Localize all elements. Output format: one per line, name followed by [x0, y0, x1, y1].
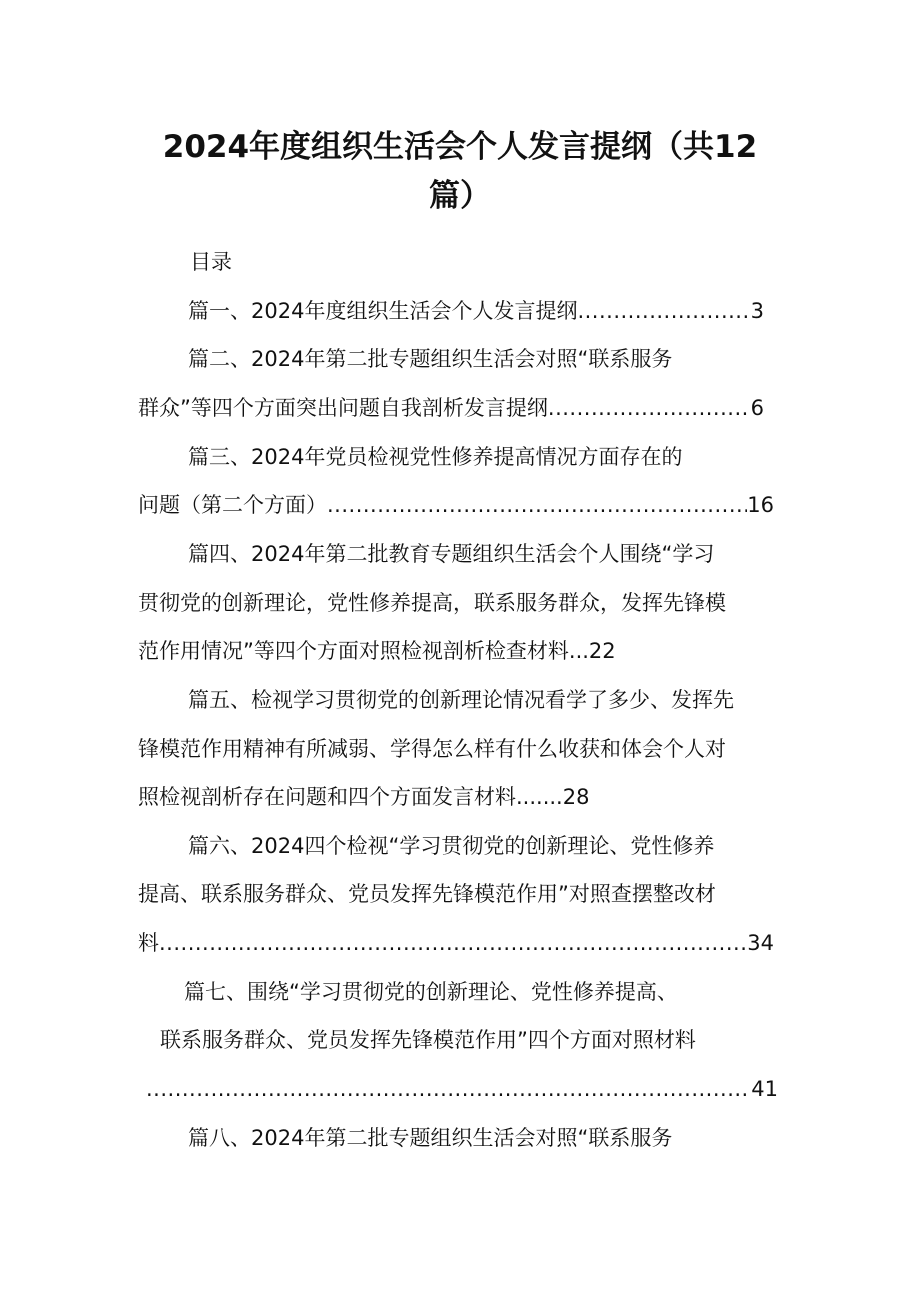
toc-entry-5-line-1[interactable]: 篇五、检视学习贯彻党的创新理论情况看学了多少、发挥先: [188, 688, 734, 712]
toc-heading: 目录: [190, 250, 232, 274]
toc-entry-7-line-3[interactable]: [146, 1074, 778, 1104]
toc-entry-5-line-3[interactable]: [138, 782, 589, 812]
toc-dot-leader: [146, 1074, 751, 1104]
toc-dot-leader: [577, 296, 750, 326]
toc-entry-1-page: 3: [750, 299, 764, 323]
toc-dot-leader: [548, 393, 751, 423]
toc-dot-leader: ...: [568, 639, 589, 663]
toc-entry-5-line-2[interactable]: 锋模范作用精神有所减弱、学得怎么样有什么收获和体会个人对: [138, 737, 726, 761]
toc-entry-6-title-cont: 料: [138, 931, 159, 955]
toc-entry-4-page: 22: [588, 639, 616, 663]
toc-entry-5-title-cont: 照检视剖析存在问题和四个方面发言材料: [138, 785, 516, 809]
document-title-line-1: 2024年度组织生活会个人发言提纲（共12: [162, 129, 758, 165]
document-title-line-2: 篇）: [429, 178, 491, 214]
toc-entry-1[interactable]: [188, 296, 764, 326]
toc-entry-6-line-1[interactable]: 篇六、2024四个检视“学习贯彻党的创新理论、党性修养: [188, 834, 715, 858]
toc-entry-8-line-1[interactable]: 篇八、2024年第二批专题组织生活会对照“联系服务: [188, 1126, 673, 1150]
toc-entry-4-line-2[interactable]: 贯彻党的创新理论，党性修养提高，联系服务群众，发挥先锋模: [138, 591, 726, 615]
toc-entry-7-line-2[interactable]: 联系服务群众、党员发挥先锋模范作用”四个方面对照材料: [160, 1028, 696, 1052]
toc-entry-3-line-1[interactable]: 篇三、2024年党员检视党性修养提高情况方面存在的: [188, 445, 683, 469]
toc-entry-4-line-1[interactable]: 篇四、2024年第二批教育专题组织生活会个人围绕“学习: [188, 542, 715, 566]
toc-entry-7-page: 41: [751, 1077, 778, 1101]
toc-entry-2-line-1[interactable]: 篇二、2024年第二批专题组织生活会对照“联系服务: [188, 347, 673, 371]
toc-entry-2-line-2[interactable]: [138, 393, 764, 423]
toc-dot-leader: .......: [516, 785, 563, 809]
toc-entry-4-line-3[interactable]: [138, 636, 616, 666]
toc-entry-2-page: 6: [750, 396, 764, 420]
toc-entry-5-page: 28: [562, 785, 590, 809]
toc-entry-4-title-cont: 范作用情况”等四个方面对照检视剖析检查材料: [138, 639, 569, 663]
toc-entry-3-title-cont: 问题（第二个方面）: [138, 493, 327, 517]
toc-dot-leader: [159, 928, 747, 958]
toc-entry-3-line-2[interactable]: [138, 490, 774, 520]
toc-entry-3-page: 16: [747, 493, 774, 517]
toc-entry-2-title-cont: 群众”等四个方面突出问题自我剖析发言提纲: [138, 396, 548, 420]
toc-entry-6-line-2[interactable]: 提高、联系服务群众、党员发挥先锋模范作用”对照查摆整改材: [138, 882, 716, 906]
toc-entry-6-page: 34: [747, 931, 774, 955]
toc-entry-7-line-1[interactable]: 篇七、围绕“学习贯彻党的创新理论、党性修养提高、: [184, 980, 678, 1004]
toc-entry-6-line-3[interactable]: [138, 928, 774, 958]
toc-dot-leader: [327, 490, 747, 520]
toc-entry-1-title: 篇一、2024年度组织生活会个人发言提纲: [188, 299, 578, 323]
